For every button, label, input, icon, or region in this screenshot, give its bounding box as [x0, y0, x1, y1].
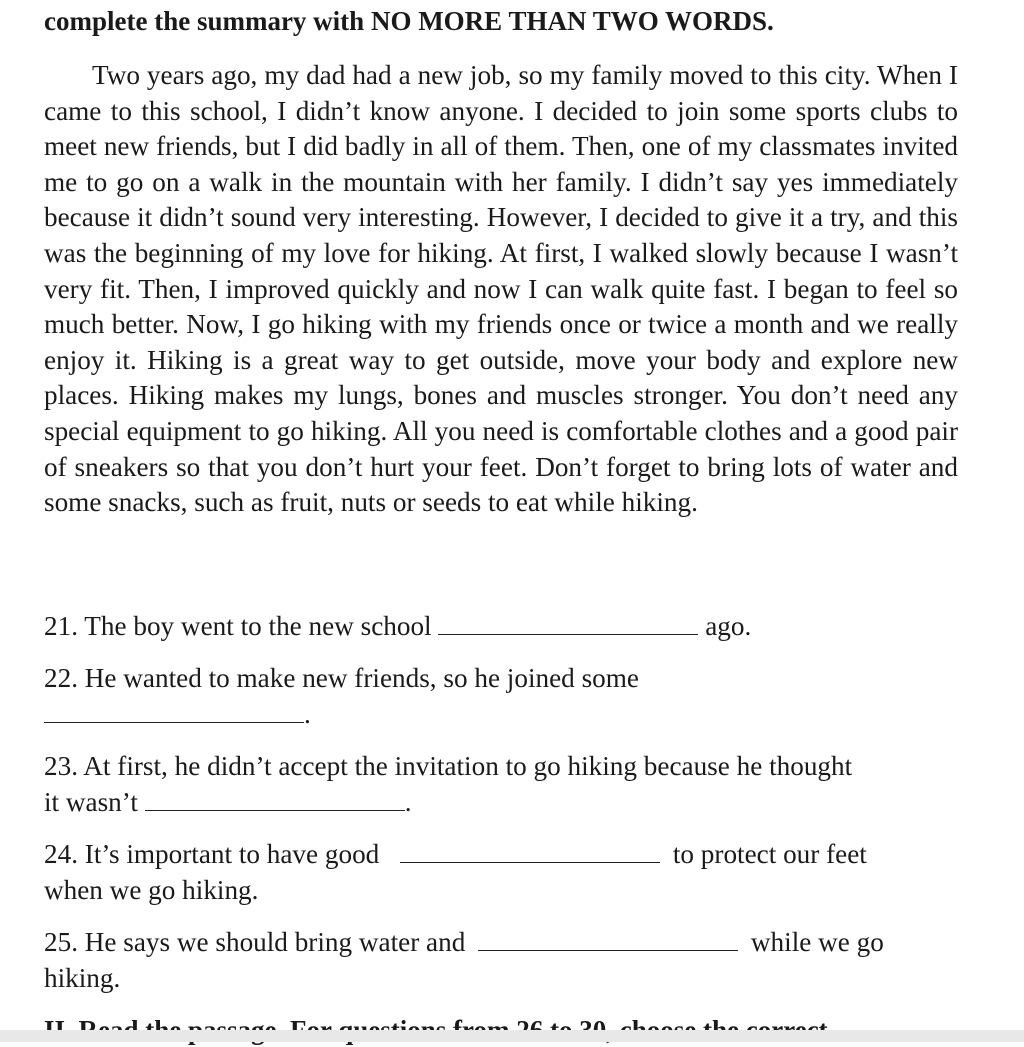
- question-23-suffix: .: [404, 787, 412, 817]
- question-22-blank[interactable]: [44, 698, 304, 723]
- question-25-line2: hiking.: [44, 963, 121, 993]
- question-24-text: 24. It’s important to have good: [44, 839, 387, 869]
- question-24-suffix: to protect our feet: [666, 839, 867, 869]
- reading-passage: Two years ago, my dad had a new job, so my family moved to this city. When I came to this school, I didn’t know anyone. I decided to join some sports clubs to meet new friends, but I did badly in all of them. Then, one of my classmates invited me to go on a walk in the mountain with her family. I didn’t say yes immediately because it didn’t sound very interesting. However, I decided to give it a try, and this was the beginning of my love for hiking. At first, I walked slowly because I wasn’t very fit. Then, I improved quickly and now I can walk quite fast. I began to feel so much better. Now, I go hiking with my friends once or twice a month and we really enjoy it. Hiking is a great way to get outside, move your body and explore new places. Hiking makes my lungs, bones and muscles stronger. You don’t need any special equipment to go hiking. All you need is comfortable clothes and a good pair of sneakers so that you don’t hurt your feet. Don’t forget to bring lots of water and some snacks, such as fruit, nuts or seeds to eat while hiking.: [44, 60, 958, 518]
- question-25-blank[interactable]: [478, 926, 738, 951]
- question-24-blank[interactable]: [400, 838, 660, 863]
- question-23-blank[interactable]: [145, 786, 405, 811]
- question-23-text: it wasn’t: [44, 787, 145, 817]
- question-22-suffix: .: [304, 699, 311, 729]
- question-22-answer-line: [44, 697, 974, 732]
- question-21: [44, 609, 974, 644]
- question-23: 23. At first, he didn’t accept the invitation to go hiking because he thought: [44, 751, 853, 781]
- question-24: [44, 837, 974, 872]
- question-22: 22. He wanted to make new friends, so he joined some: [44, 663, 639, 693]
- instruction-heading: complete the summary with NO MORE THAN TWO WORDS.: [44, 6, 774, 36]
- question-21-text: 21. The boy went to the new school: [44, 611, 439, 641]
- page-bottom-edge: [0, 1030, 1024, 1042]
- question-23-answer-line: [44, 785, 974, 820]
- question-21-suffix: ago.: [698, 611, 752, 641]
- question-25-text: 25. He says we should bring water and: [44, 927, 473, 957]
- question-24-line2: when we go hiking.: [44, 875, 259, 905]
- question-21-blank[interactable]: [438, 610, 698, 635]
- question-25-suffix: while we go: [744, 927, 884, 957]
- question-25: [44, 925, 974, 960]
